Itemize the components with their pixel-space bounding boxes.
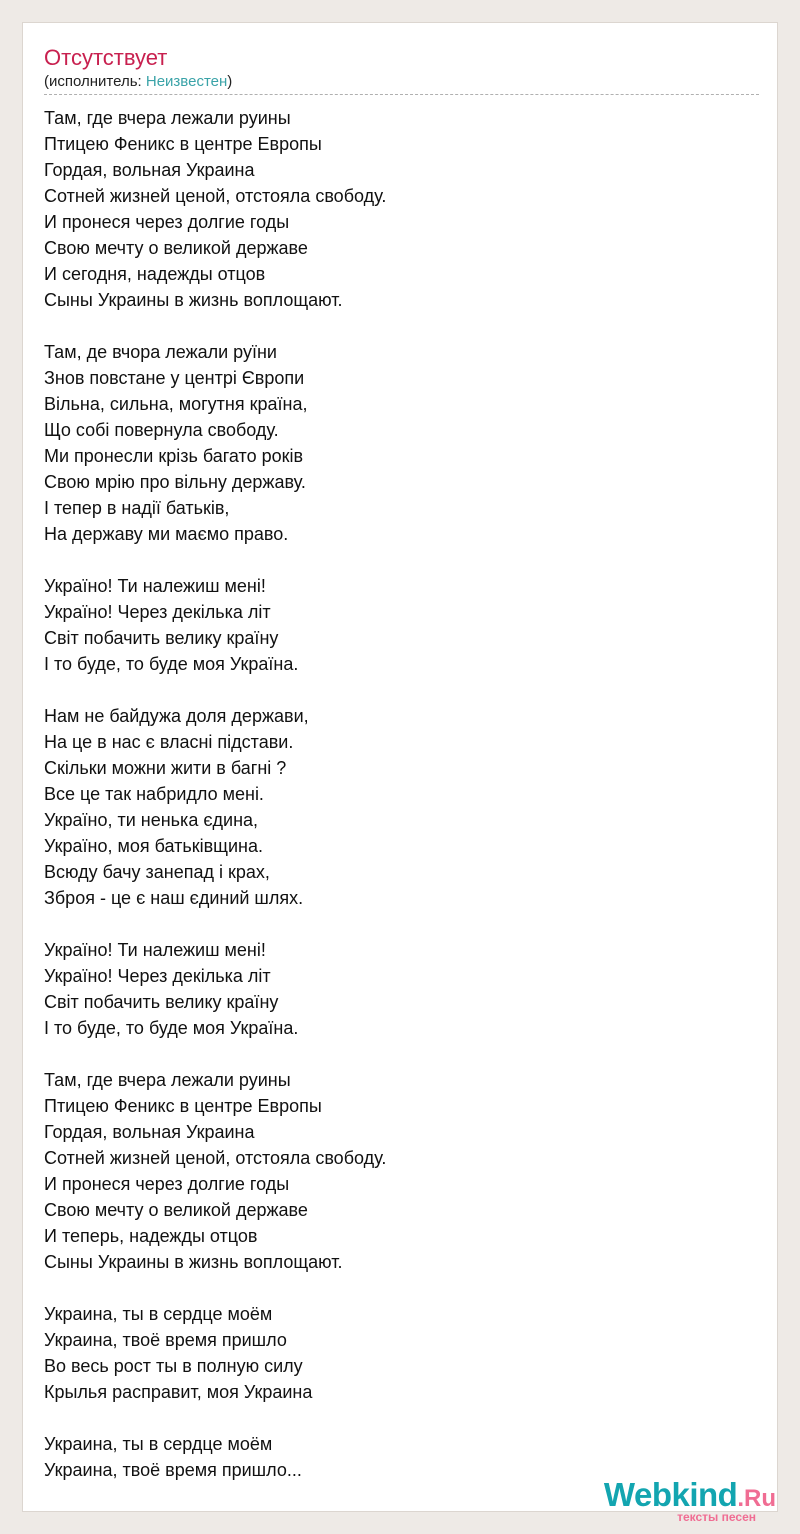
lyric-line: Все це так набридло мені. [44,784,264,804]
artist-prefix: (исполнитель: [44,73,146,90]
lyric-line: Україно, моя батьківщина. [44,836,263,856]
lyric-line: Ми пронесли крізь багато років [44,446,304,466]
lyrics-text [44,105,386,1509]
lyric-line: Сотней жизней ценой, отстояла свободу. [44,1148,387,1168]
logo-main: Webkind [603,1476,738,1513]
stanza [44,105,386,313]
lyric-line: Свою мечту о великой державе [44,238,308,258]
song-title: Отсутствует [44,45,168,70]
stanza [44,573,386,677]
lyric-line: І тепер в надії батьків, [44,498,230,518]
lyric-line: Вільна, сильна, могутня країна, [44,394,308,414]
artist-link[interactable]: Неизвестен [145,73,228,90]
lyric-line: Гордая, вольная Украина [44,160,255,180]
lyric-line: На державу ми маємо право. [44,524,289,544]
lyric-line: Крылья расправит, моя Украина [44,1382,313,1402]
lyric-line: Там, де вчора лежали руїни [44,342,277,362]
lyric-line: Украина, ты в сердце моём [44,1304,273,1324]
lyric-line: Там, где вчера лежали руины [44,1070,291,1090]
lyric-line: Зброя - це є наш єдиний шлях. [44,888,304,908]
lyric-line: И сегодня, надежды отцов [44,264,266,284]
divider [44,94,759,95]
lyric-line: І то буде, то буде моя Україна. [44,1018,299,1038]
site-logo[interactable] [603,1476,776,1524]
lyric-line: Україно! Ти належиш мені! [44,940,266,960]
lyric-line: Птицею Феникс в центре Европы [44,1096,322,1116]
stanza [44,937,386,1041]
lyric-line: Сотней жизней ценой, отстояла свободу. [44,186,387,206]
lyric-line: Світ побачить велику країну [44,628,279,648]
stanza [44,1301,386,1405]
lyric-line: И теперь, надежды отцов [44,1226,258,1246]
lyric-line: Україно! Через декілька літ [44,602,271,622]
lyric-line: Україно! Ти належиш мені! [44,576,266,596]
lyric-line: Світ побачить велику країну [44,992,279,1012]
logo-domain: .Ru [737,1485,776,1512]
lyric-line: Украина, твоё время пришло [44,1330,287,1350]
lyric-line: Во весь рост ты в полную силу [44,1356,303,1376]
lyric-line: Що собі повернула свободу. [44,420,279,440]
lyric-line: И пронеся через долгие годы [44,212,290,232]
lyric-line: Гордая, вольная Украина [44,1122,255,1142]
lyric-line: На це в нас є власні підстави. [44,732,294,752]
stanza [44,1067,386,1275]
lyric-line: Скільки можни жити в багні ? [44,758,287,778]
stanza [44,339,386,547]
lyric-line: Свою мрію про вільну державу. [44,472,306,492]
lyric-line: Птицею Феникс в центре Европы [44,134,322,154]
lyric-line: Сыны Украины в жизнь воплощают. [44,290,343,310]
lyric-line: І то буде, то буде моя Україна. [44,654,299,674]
lyric-line: Україно, ти ненька єдина, [44,810,259,830]
lyric-line: Свою мечту о великой державе [44,1200,308,1220]
lyric-line: Нам не байдужа доля держави, [44,706,309,726]
lyric-line: Україно! Через декілька літ [44,966,271,986]
lyric-line: Сыны Украины в жизнь воплощают. [44,1252,343,1272]
lyric-line: Украина, твоё время пришло... [44,1460,302,1480]
stanza [44,703,386,911]
logo-tagline: тексты песен [677,1510,756,1524]
lyric-line: И пронеся через долгие годы [44,1174,290,1194]
stanza [44,1431,386,1483]
lyric-line: Знов повстане у центрі Європи [44,368,305,388]
artist-suffix: ) [227,73,233,90]
lyrics-card [22,22,778,1512]
lyric-line: Всюду бачу занепад і крах, [44,862,270,882]
artist-line [44,72,232,92]
lyric-line: Украина, ты в сердце моём [44,1434,273,1454]
lyric-line: Там, где вчера лежали руины [44,108,291,128]
